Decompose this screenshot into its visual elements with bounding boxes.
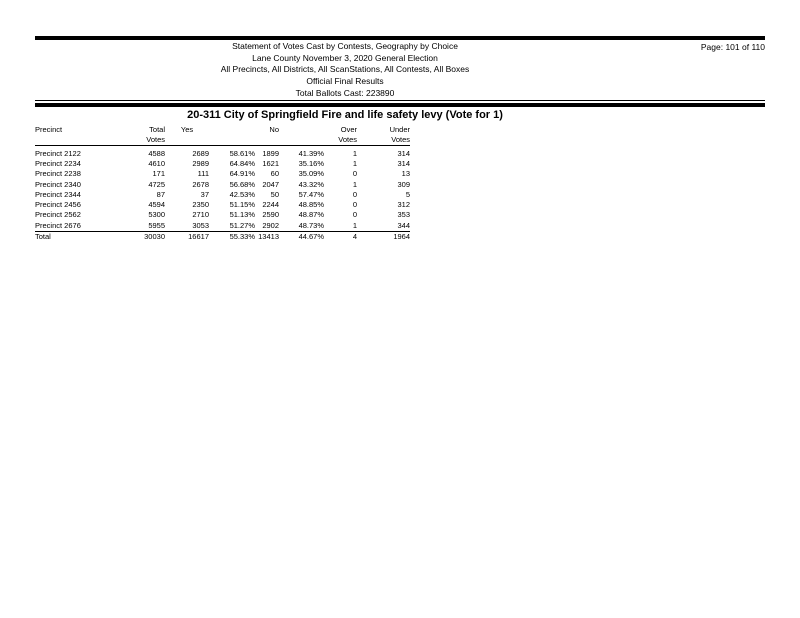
cell-yes-pct: 51.27%: [209, 221, 255, 232]
table-row-precinct-2562: [35, 210, 410, 220]
page-number: Page: 101 of 110: [700, 42, 765, 52]
cell-over-votes: 1: [324, 221, 357, 232]
cell-yes: 111: [197, 169, 209, 179]
col-header-over-votes: Over: [340, 125, 357, 134]
cell-no-pct: 48.73%: [279, 221, 324, 232]
cell-no-pct: 43.32%: [298, 179, 324, 189]
cell-no-pct: 57.47%: [298, 189, 324, 199]
cell-yes: 2678: [192, 179, 209, 189]
table-row-precinct-2340: [35, 179, 410, 189]
table-row-total: [35, 231, 410, 243]
cell-total-votes: 30030: [144, 232, 165, 242]
cell-yes: 2710: [192, 210, 209, 220]
cell-under-votes: 13: [401, 169, 410, 179]
cell-under-votes: 344: [357, 221, 410, 232]
col-header-yes: Yes: [180, 125, 194, 134]
cell-over-votes: 0: [352, 169, 357, 179]
cell-no: 60: [270, 169, 279, 179]
table-row-precinct-2344: [35, 190, 410, 200]
cell-under-votes: 353: [397, 210, 410, 220]
cell-no: 50: [270, 189, 279, 199]
cell-total-votes: 87: [156, 189, 165, 199]
results-table: [35, 124, 410, 243]
cell-precinct: Precinct 2122: [35, 148, 81, 158]
cell-no-pct: 44.67%: [298, 232, 324, 242]
top-rule: [35, 36, 765, 40]
cell-total-label: Total: [35, 232, 51, 242]
cell-no-pct: 35.09%: [298, 169, 324, 179]
col-header-under-votes: Under: [389, 125, 410, 134]
cell-under-votes: 5: [405, 189, 410, 199]
col-header-precinct: Precinct: [35, 125, 63, 134]
cell-precinct: Precinct 2340: [35, 179, 81, 189]
table-row-precinct-2234: [35, 159, 410, 169]
cell-precinct: Precinct 2234: [35, 158, 81, 168]
cell-yes-pct: 42.53%: [229, 189, 255, 199]
cell-yes-pct: 58.61%: [229, 148, 255, 158]
cell-over-votes: 0: [352, 200, 357, 210]
col-header-total-votes: Total: [149, 125, 165, 134]
cell-precinct: Precinct 2238: [35, 169, 81, 179]
col-header-total-votes-2: Votes: [135, 135, 165, 146]
cell-no: 2590: [262, 210, 279, 220]
cell-yes-pct: 55.33%: [229, 232, 255, 242]
cell-yes-pct: 51.13%: [229, 210, 255, 220]
cell-over-votes: 1: [352, 158, 357, 168]
cell-total-votes: 171: [152, 169, 165, 179]
cell-precinct: Precinct 2456: [35, 200, 81, 210]
cell-no-pct: 41.39%: [298, 148, 324, 158]
cell-total-votes: 5300: [148, 210, 165, 220]
cell-yes: 2350: [192, 200, 209, 210]
cell-yes-pct: 64.91%: [229, 169, 255, 179]
cell-no-pct: 35.16%: [298, 158, 324, 168]
cell-no: 13413: [258, 232, 279, 242]
header-line-statement: Statement of Votes Cast by Contests, Geography by Choice: [232, 41, 458, 51]
header-line-results-status: Official Final Results: [306, 76, 384, 87]
cell-yes-pct: 51.15%: [229, 200, 255, 210]
cell-over-votes: 4: [352, 232, 357, 242]
cell-total-votes: 4588: [148, 148, 165, 158]
header-divider-thin: [35, 100, 765, 101]
cell-total-votes: 4594: [148, 200, 165, 210]
cell-precinct: Precinct 2344: [35, 189, 81, 199]
table-header-row-1: [35, 124, 410, 135]
col-header-yes-pct: [209, 124, 255, 135]
cell-yes: 37: [200, 189, 209, 199]
cell-no-pct: 48.85%: [298, 200, 324, 210]
table-row-precinct-2676: [35, 221, 410, 232]
cell-over-votes: 0: [352, 210, 357, 220]
cell-no: 1621: [262, 158, 279, 168]
cell-yes: 2689: [192, 148, 209, 158]
cell-no: 2047: [262, 179, 279, 189]
table-header-row-2: [35, 135, 410, 146]
header-line-scope: All Precincts, All Districts, All ScanStations, All Contests, All Boxes: [220, 64, 470, 75]
cell-no: 1899: [262, 148, 279, 158]
cell-over-votes: 0: [352, 189, 357, 199]
cell-precinct: Precinct 2676: [35, 221, 135, 232]
cell-yes-pct: 64.84%: [229, 158, 255, 168]
col-header-no-pct: [279, 124, 324, 135]
cell-under-votes: 309: [397, 179, 410, 189]
cell-no: 2902: [255, 221, 279, 232]
header-line-election: Lane County November 3, 2020 General Election: [252, 52, 438, 63]
cell-under-votes: 314: [397, 148, 410, 158]
col-header-no: No: [269, 125, 279, 134]
col-header-under-votes-2: Votes: [357, 135, 410, 146]
cell-yes-pct: 56.68%: [229, 179, 255, 189]
cell-yes: 16617: [188, 232, 209, 242]
table-row-precinct-2122: [35, 149, 410, 159]
contest-title: 20-311 City of Springfield Fire and life safety levy (Vote for 1): [187, 109, 503, 121]
cell-under-votes: 314: [397, 158, 410, 168]
cell-no: 2244: [262, 200, 279, 210]
table-row-precinct-2456: [35, 200, 410, 210]
header-divider-thick: [35, 103, 765, 107]
cell-total-votes: 4610: [148, 158, 165, 168]
header-line-ballots-cast: Total Ballots Cast: 223890: [295, 87, 395, 98]
cell-over-votes: 1: [352, 148, 357, 158]
cell-no-pct: 48.87%: [298, 210, 324, 220]
report-header: [35, 41, 655, 100]
col-header-over-votes-2: Votes: [324, 135, 357, 146]
cell-total-votes: 4725: [148, 179, 165, 189]
cell-over-votes: 1: [352, 179, 357, 189]
cell-under-votes: 312: [397, 200, 410, 210]
cell-total-votes: 5955: [135, 221, 165, 232]
cell-yes: 3053: [165, 221, 209, 232]
table-row-precinct-2238: [35, 169, 410, 179]
cell-precinct: Precinct 2562: [35, 210, 81, 220]
cell-under-votes: 1964: [393, 232, 410, 242]
cell-yes: 2989: [192, 158, 209, 168]
